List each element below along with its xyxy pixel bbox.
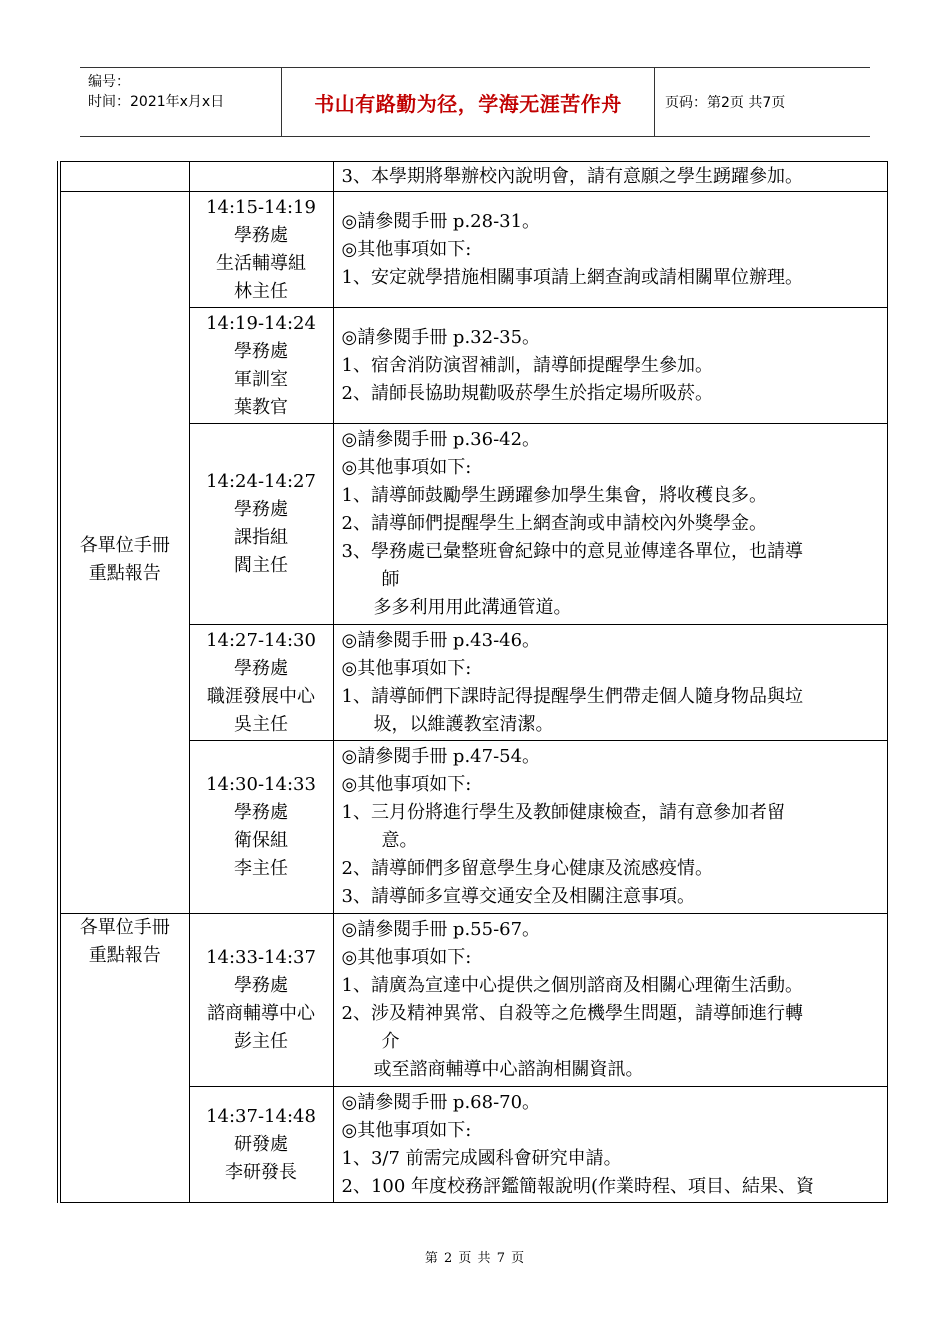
time-cell bbox=[189, 424, 333, 625]
content-line: ◎其他事項如下: bbox=[341, 774, 472, 795]
table-row bbox=[59, 192, 888, 308]
unit-name: 課指組 bbox=[234, 527, 288, 548]
content-line: ◎其他事項如下: bbox=[341, 657, 472, 679]
content-line: ◎請參閱手冊 p.55-67。 bbox=[341, 919, 541, 940]
time-label: 时间：2021年x月x日 bbox=[88, 94, 225, 110]
content-line: 3、本學期將舉辦校內說明會，請有意願之學生踴躍參加。 bbox=[341, 165, 803, 187]
content-cell bbox=[333, 192, 888, 308]
section-label: 重點報告 bbox=[88, 945, 161, 966]
content-line: 3、請導師多宣導交通安全及相關注意事項。 bbox=[341, 886, 695, 907]
unit-name: 衛保組 bbox=[234, 830, 288, 851]
content-line: 2、涉及精神異常、自殺等之危機學生問題，請導師進行轉 bbox=[341, 1003, 803, 1024]
person-name: 李主任 bbox=[234, 858, 288, 879]
content-line: 2、請導師們多留意學生身心健康及流感疫情。 bbox=[341, 858, 713, 879]
header-meta bbox=[80, 68, 282, 136]
content-cell bbox=[333, 424, 888, 625]
content-line: 1、宿舍消防演習補訓，請導師提醒學生參加。 bbox=[341, 354, 713, 376]
time-cell bbox=[189, 625, 333, 741]
content-line: 多多利用用此溝通管道。 bbox=[373, 597, 572, 618]
time-slot: 14:37-14:48 bbox=[206, 1105, 316, 1127]
content-line: ◎其他事項如下: bbox=[341, 947, 472, 968]
content-line: ◎其他事項如下: bbox=[341, 1119, 472, 1141]
content-line: 1、安定就學措施相關事項請上網查詢或請相關單位辦理。 bbox=[341, 266, 803, 288]
time-slot: 14:33-14:37 bbox=[206, 947, 316, 968]
time-cell bbox=[189, 1087, 333, 1203]
content-line: ◎請參閱手冊 p.47-54。 bbox=[341, 746, 541, 767]
time-cell bbox=[189, 162, 333, 192]
person-name: 吳主任 bbox=[234, 713, 288, 735]
schedule-table bbox=[57, 161, 888, 1203]
content-line: ◎請參閱手冊 p.32-35。 bbox=[341, 326, 541, 348]
section-cell bbox=[59, 914, 189, 1203]
content-line: 1、請導師們下課時記得提醒學生們帶走個人隨身物品與垃 bbox=[341, 685, 803, 707]
content-line: ◎請參閱手冊 p.36-42。 bbox=[341, 429, 541, 450]
content-line: ◎請參閱手冊 p.68-70。 bbox=[341, 1091, 541, 1113]
content-line: 或至諮商輔導中心諮詢相關資訊。 bbox=[373, 1059, 644, 1080]
dept-name: 學務處 bbox=[234, 499, 288, 520]
content-cell bbox=[333, 1087, 888, 1203]
content-line: ◎請參閱手冊 p.43-46。 bbox=[341, 629, 541, 651]
page-header bbox=[80, 67, 870, 137]
unit-name: 諮商輔導中心 bbox=[207, 1003, 315, 1024]
content-line: 介 bbox=[381, 1031, 400, 1052]
content-line: 師 bbox=[381, 569, 400, 590]
person-name: 葉教官 bbox=[234, 396, 288, 418]
person-name: 林主任 bbox=[234, 280, 288, 302]
number-label: 编号： bbox=[88, 74, 130, 90]
content-line: 1、3/7 前需完成國科會研究申請。 bbox=[341, 1147, 622, 1169]
content-line: 3、學務處已彙整班會紀錄中的意見並傳達各單位，也請導 bbox=[341, 541, 803, 562]
content-cell bbox=[333, 914, 888, 1087]
time-cell bbox=[189, 308, 333, 424]
section-label: 各單位手冊 bbox=[79, 534, 170, 556]
content-cell bbox=[333, 162, 888, 192]
content-line: 2、100 年度校務評鑑簡報說明(作業時程、項目、結果、資 bbox=[341, 1175, 815, 1197]
page-footer: 第 2 页 共 7 页 bbox=[424, 1251, 526, 1266]
dept-name: 學務處 bbox=[234, 340, 288, 362]
unit-name: 軍訓室 bbox=[234, 368, 288, 390]
time-slot: 14:27-14:30 bbox=[206, 629, 316, 651]
content-line: 圾，以維護教室清潔。 bbox=[373, 713, 554, 735]
time-cell bbox=[189, 192, 333, 308]
content-line: 1、請導師鼓勵學生踴躍參加學生集會，將收穫良多。 bbox=[341, 485, 767, 506]
section-label: 各單位手冊 bbox=[79, 917, 170, 938]
dept-name: 學務處 bbox=[234, 802, 288, 823]
section-cell bbox=[59, 192, 189, 914]
table-row bbox=[59, 914, 888, 1087]
time-slot: 14:30-14:33 bbox=[206, 774, 316, 795]
dept-name: 學務處 bbox=[234, 224, 288, 246]
content-line: ◎其他事項如下: bbox=[341, 457, 472, 478]
content-line: ◎請參閱手冊 p.28-31。 bbox=[341, 210, 541, 232]
time-slot: 14:15-14:19 bbox=[206, 196, 316, 218]
time-cell bbox=[189, 741, 333, 914]
content-line: 2、請師長協助規勸吸菸學生於指定場所吸菸。 bbox=[341, 382, 713, 404]
unit-name: 李研發長 bbox=[225, 1161, 297, 1183]
time-slot: 14:24-14:27 bbox=[206, 471, 316, 492]
unit-name: 生活輔導組 bbox=[216, 252, 306, 274]
dept-name: 研發處 bbox=[234, 1133, 288, 1155]
dept-name: 學務處 bbox=[234, 657, 288, 679]
content-line: 2、請導師們提醒學生上網查詢或申請校內外獎學金。 bbox=[341, 513, 767, 534]
dept-name: 學務處 bbox=[234, 975, 288, 996]
person-name: 閻主任 bbox=[234, 555, 288, 576]
section-cell bbox=[59, 162, 189, 192]
content-cell bbox=[333, 741, 888, 914]
time-slot: 14:19-14:24 bbox=[206, 312, 316, 334]
content-line: 意。 bbox=[381, 830, 418, 851]
content-line: 1、請廣為宣達中心提供之個別諮商及相關心理衛生活動。 bbox=[341, 975, 803, 996]
section-label: 重點報告 bbox=[88, 562, 161, 584]
unit-name: 職涯發展中心 bbox=[207, 685, 315, 707]
time-cell bbox=[189, 914, 333, 1087]
header-motto: 书山有路勤为径，学海无涯苦作舟 bbox=[282, 68, 655, 136]
content-cell bbox=[333, 625, 888, 741]
content-line: 1、三月份將進行學生及教師健康檢查，請有意參加者留 bbox=[341, 802, 785, 823]
person-name: 彭主任 bbox=[234, 1031, 288, 1052]
header-page-info: 页码：第2页 共7页 bbox=[665, 95, 786, 111]
content-cell bbox=[333, 308, 888, 424]
table-row bbox=[59, 162, 888, 192]
content-line: ◎其他事項如下: bbox=[341, 238, 472, 260]
